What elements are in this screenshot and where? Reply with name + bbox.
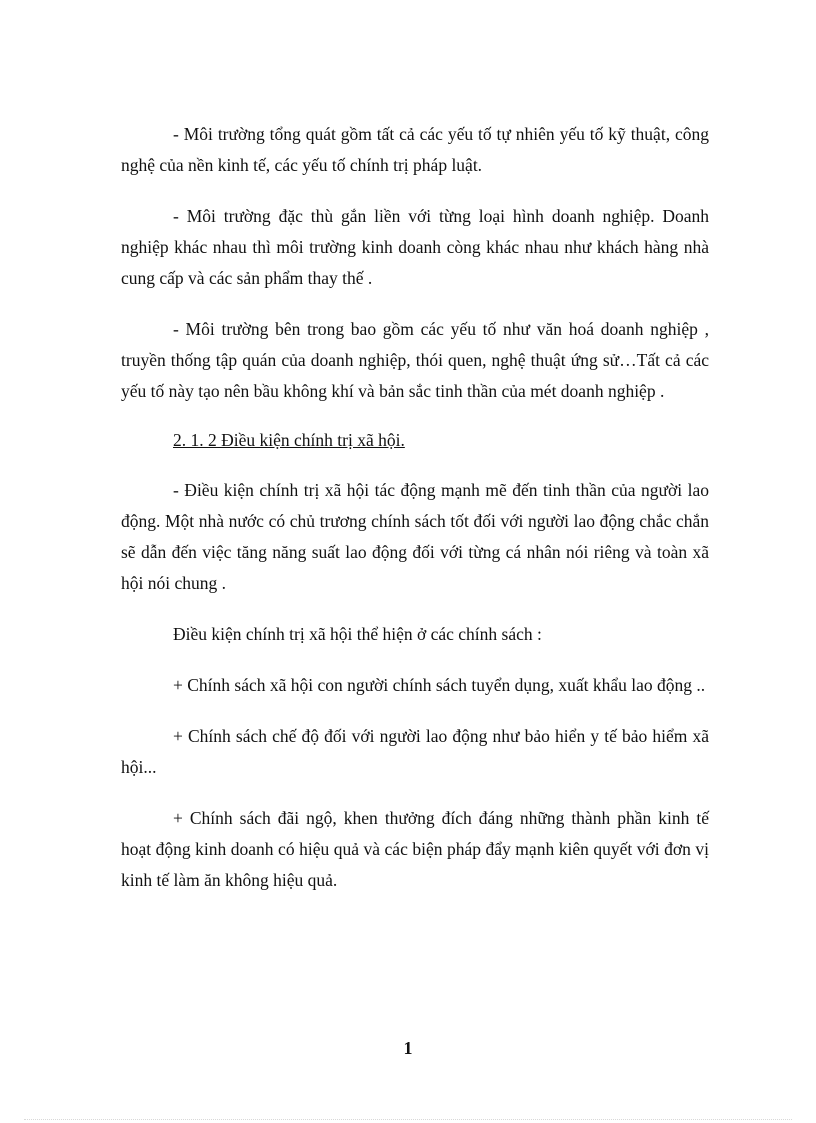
list-item-social-policy: + Chính sách xã hội con người chính sách tuyển dụng, xuất khẩu lao động .. bbox=[173, 675, 706, 695]
page-body bbox=[121, 119, 709, 916]
paragraph-general-environment: - Môi trường tổng quát gồm tất cả các yếu tố tự nhiên yếu tố kỹ thuật, công nghệ của nền kinh tế, các yếu tố chính trị pháp luật. bbox=[121, 124, 709, 175]
paragraph-political-conditions: - Điều kiện chính trị xã hội tác động mạnh mẽ đến tinh thần của người lao động. Một nhà nước có chủ trương chính sách tốt đối với người lao động chắc chắn sẽ dẫn đến việc tăng năng suất lao động đối với từng cá nhân nói riêng và toàn xã hội nói chung . bbox=[121, 480, 709, 593]
section-heading bbox=[121, 425, 709, 456]
list-item-worker-policy: + Chính sách chế độ đối với người lao động như bảo hiển y tế bảo hiểm xã hội... bbox=[121, 726, 709, 777]
page-number: 1 bbox=[403, 1038, 413, 1058]
page-divider bbox=[24, 1119, 792, 1120]
paragraph-policies-intro: Điều kiện chính trị xã hội thể hiện ở các chính sách : bbox=[173, 624, 542, 644]
paragraph-internal-environment: - Môi trường bên trong bao gồm các yếu tố như văn hoá doanh nghiệp , truyền thống tập quán của doanh nghiệp, thói quen, nghệ thuật ứng sử…Tất cả các yếu tố này tạo nên bầu không khí và bản sắc tinh thần của mét doanh nghiệp . bbox=[121, 319, 709, 401]
list-item-incentive-policy: + Chính sách đãi ngộ, khen thưởng đích đáng những thành phần kinh tế hoạt động kinh doanh có hiệu quả và các biện pháp đẩy mạnh kiên quyết với đơn vị kinh tế làm ăn không hiệu quả. bbox=[121, 808, 709, 890]
paragraph-specific-environment: - Môi trường đặc thù gắn liền với từng loại hình doanh nghiệp. Doanh nghiệp khác nhau thì môi trường kinh doanh còng khác nhau như khách hàng nhà cung cấp và các sản phẩm thay thế . bbox=[121, 206, 709, 288]
section-heading-text: 2. 1. 2 Điều kiện chính trị xã hội. bbox=[173, 430, 405, 450]
